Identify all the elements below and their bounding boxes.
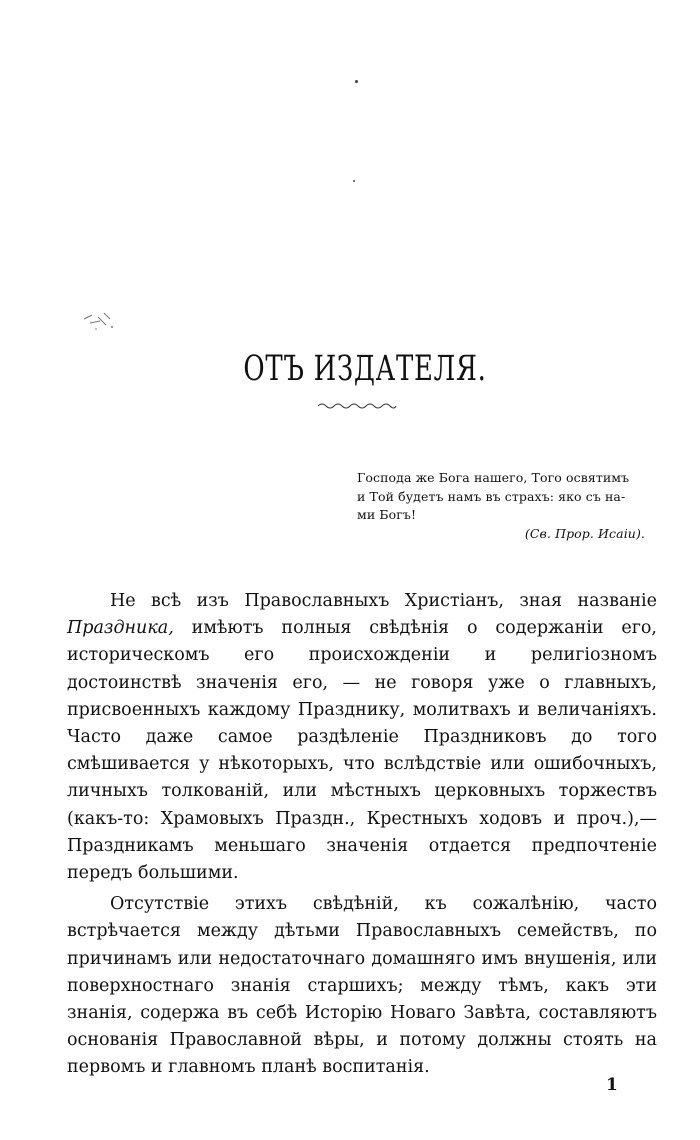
ink-speck [353, 180, 355, 182]
margin-mark [80, 305, 120, 335]
italic-term: Праздника, [67, 618, 174, 639]
page-number: 1 [606, 1075, 618, 1095]
paragraph [67, 588, 657, 887]
epigraph-line: Господа же Бога нашего, Того освятимъ [357, 470, 630, 485]
page-title: ОТЪ ИЗДАТЕЛЯ. [243, 349, 487, 390]
paragraph-text: Не всѣ изъ Православныхъ Христіанъ, зная названіе [110, 591, 657, 611]
ornament-divider [316, 400, 398, 412]
epigraph [357, 469, 657, 543]
body-text [67, 588, 657, 1082]
ink-speck [355, 80, 358, 83]
paragraph: Отсутствіе этихъ свѣдѣній, къ сожалѣнію, часто встрѣчается между дѣтьми Православныхъ семействъ, по причинамъ или недостаточнаго домашняго имъ внушенія, или поверхностнаго знанія старшихъ; между тѣмъ, какъ эти знанія, содержа въ себѣ Исторію Новаго Завѣта, составляютъ основанія Православной вѣры, и потому должны стоять на первомъ и главномъ планѣ воспитанія. [67, 894, 657, 1078]
epigraph-line: ми Богъ! [357, 507, 417, 522]
epigraph-line: и Той будетъ намъ въ страхъ: яко съ на- [357, 488, 626, 504]
paragraph-text: имѣютъ полныя свѣдѣнія о содержаніи его, историческомъ его происхожденіи и религіозномъ достоинствѣ значенія его, — не говоря уже о главныхъ, присвоенныхъ каждому Празднику, молитвахъ и величаніяхъ. Часто даже самое раздѣленіе Праздниковъ до того смѣшивается у нѣкоторыхъ, что вслѣдствіе или ошибочныхъ, личныхъ толкованій, или мѣстныхъ церковныхъ торжествъ (какъ-то: Храмовыхъ Праздн., Крестныхъ ходовъ и проч.),— Праздникамъ меньшаго значенія отдается предпочтеніе передъ большими. [67, 618, 657, 884]
epigraph-source: (Св. Прор. Исаіи). [524, 525, 645, 541]
